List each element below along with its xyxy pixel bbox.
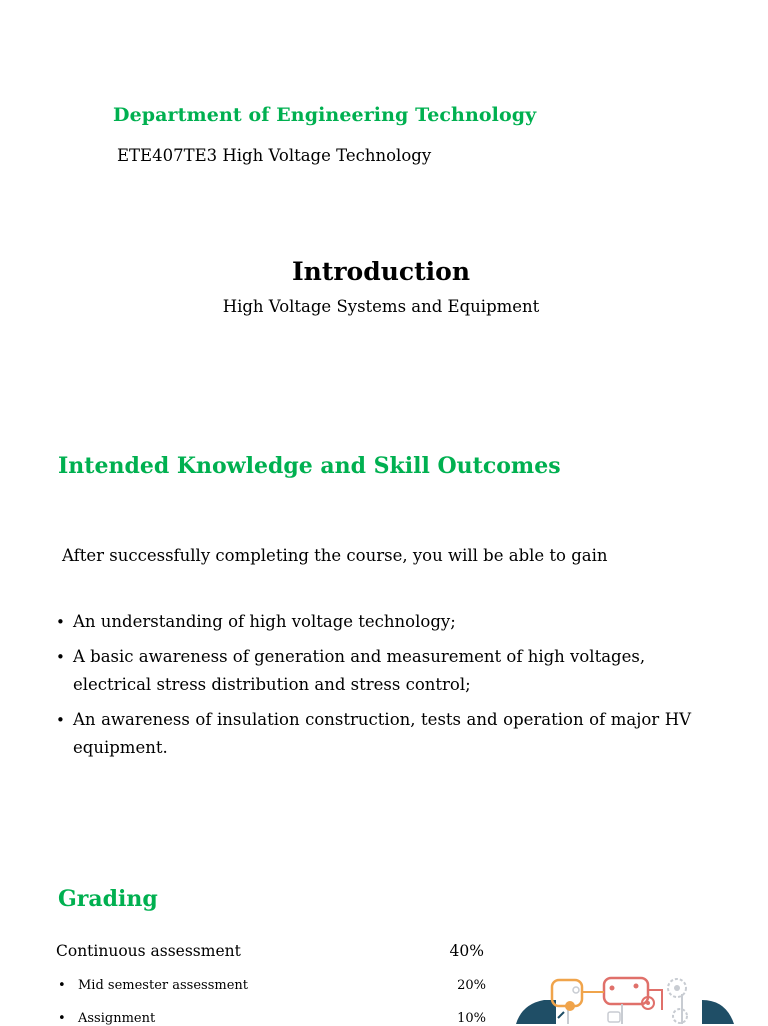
outcomes-list xyxy=(56,608,706,769)
bullet-icon: • xyxy=(56,648,65,666)
grading-row-continuous xyxy=(56,942,484,960)
grading-label-text: Assignment xyxy=(78,1011,156,1026)
target-icon-center xyxy=(646,1001,650,1005)
outcome-text: An understanding of high voltage technology; xyxy=(73,612,456,631)
outcome-item xyxy=(56,706,691,762)
teal-arc-left xyxy=(516,1000,556,1024)
grading-value: 40% xyxy=(449,942,484,960)
circuit-trace-gray xyxy=(568,994,682,1024)
outcomes-heading: Intended Knowledge and Skill Outcomes xyxy=(58,453,561,479)
course-code-title: ETE407TE3 High Voltage Technology xyxy=(117,146,432,165)
grading-heading: Grading xyxy=(58,886,158,912)
magnifier-icon xyxy=(565,1001,575,1011)
grading-row-mid-semester xyxy=(56,978,486,993)
introduction-title: Introduction xyxy=(291,257,471,286)
node-icon xyxy=(610,986,615,991)
gear-icon xyxy=(673,1009,687,1023)
outcome-item xyxy=(56,643,706,699)
department-title: Department of Engineering Technology xyxy=(113,104,537,126)
outcome-item xyxy=(56,608,706,636)
grading-label xyxy=(58,978,248,993)
node-icon xyxy=(634,984,639,989)
chip-icon xyxy=(608,1012,620,1022)
circuit-trace-red xyxy=(648,990,662,1010)
bullet-icon: • xyxy=(58,1011,66,1026)
gear-icon-hub xyxy=(674,985,680,991)
outcome-text: An awareness of insulation construction, tests and operation of major HV equipment. xyxy=(73,710,691,757)
node-icon xyxy=(573,987,579,993)
grading-label: Continuous assessment xyxy=(56,942,241,960)
introduction-subtitle: High Voltage Systems and Equipment xyxy=(222,297,540,316)
grading-value: 10% xyxy=(457,1011,486,1026)
magnifier-handle xyxy=(558,1012,564,1018)
bullet-icon: • xyxy=(58,978,66,993)
grading-value: 20% xyxy=(457,978,486,993)
outcomes-lead-text: After successfully completing the course, you will be able to gain xyxy=(62,546,608,565)
circuit-block-red xyxy=(604,978,648,1004)
grading-label-text: Mid semester assessment xyxy=(78,978,248,993)
bullet-icon: • xyxy=(56,613,65,631)
teal-arc-right xyxy=(702,1000,734,1024)
gears-circuit-illustration xyxy=(512,970,742,1024)
outcome-text: A basic awareness of generation and measurement of high voltages, electrical stress distribution and stress control; xyxy=(73,647,646,694)
bullet-icon: • xyxy=(56,711,65,729)
